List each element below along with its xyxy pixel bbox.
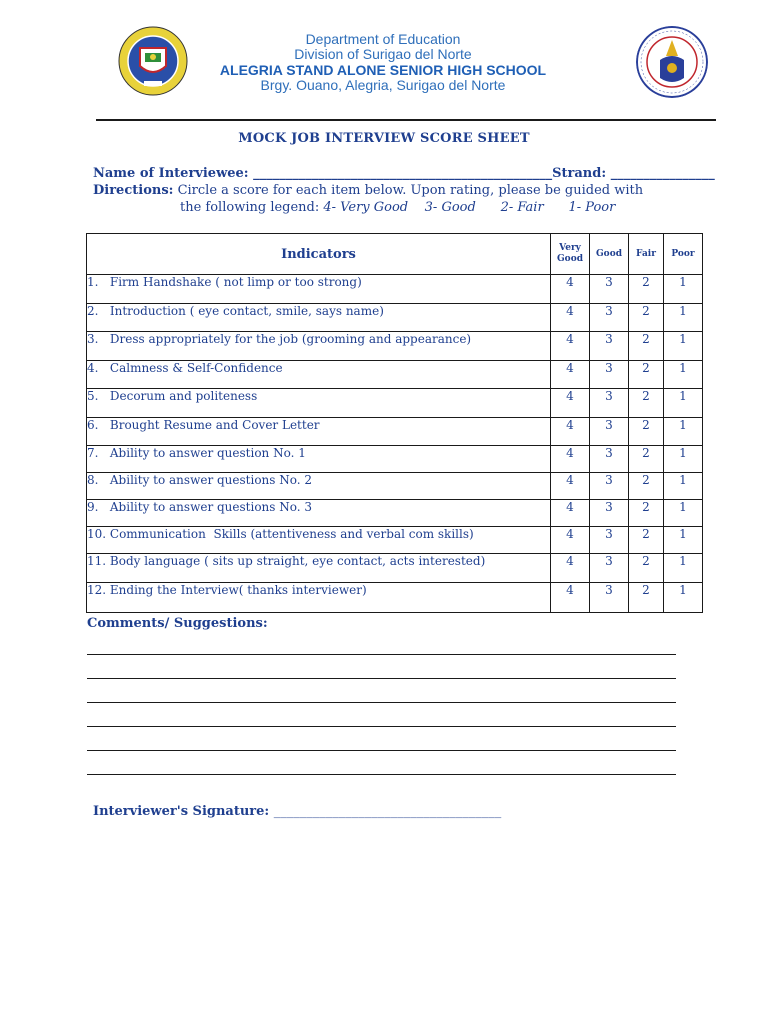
score-option[interactable]: 1 xyxy=(664,361,703,389)
score-option[interactable]: 1 xyxy=(664,446,703,473)
score-option[interactable]: 1 xyxy=(664,389,703,418)
table-row xyxy=(87,389,703,418)
directions-line xyxy=(93,183,643,198)
score-option[interactable]: 2 xyxy=(629,473,664,500)
score-option[interactable]: 1 xyxy=(664,583,703,613)
score-option[interactable]: 1 xyxy=(664,332,703,361)
header-school-name: ALEGRIA STAND ALONE SENIOR HIGH SCHOOL xyxy=(219,62,547,78)
indicator-cell: 3. Dress appropriately for the job (grooming and appearance) xyxy=(87,332,551,361)
table-row xyxy=(87,332,703,361)
score-option[interactable]: 2 xyxy=(629,500,664,527)
score-option[interactable]: 2 xyxy=(629,446,664,473)
header-divider xyxy=(96,119,716,121)
signature-line xyxy=(93,804,501,819)
score-option[interactable]: 2 xyxy=(629,361,664,389)
score-option[interactable]: 4 xyxy=(551,361,590,389)
school-seal-logo xyxy=(118,26,188,96)
indicator-cell: 9. Ability to answer questions No. 3 xyxy=(87,500,551,527)
indicator-cell: 11. Body language ( sits up straight, eye contact, acts interested) xyxy=(87,554,551,583)
score-option[interactable]: 3 xyxy=(590,418,629,446)
comment-line[interactable] xyxy=(87,774,676,775)
score-option[interactable]: 1 xyxy=(664,418,703,446)
score-option[interactable]: 3 xyxy=(590,500,629,527)
score-option[interactable]: 1 xyxy=(664,473,703,500)
comment-line[interactable] xyxy=(87,750,676,751)
score-option[interactable]: 2 xyxy=(629,304,664,332)
indicator-cell: 8. Ability to answer questions No. 2 xyxy=(87,473,551,500)
table-header-row xyxy=(87,234,703,275)
comment-line[interactable] xyxy=(87,678,676,679)
header-address: Brgy. Ouano, Alegria, Surigao del Norte xyxy=(260,77,506,93)
score-option[interactable]: 1 xyxy=(664,527,703,554)
page-title: MOCK JOB INTERVIEW SCORE SHEET xyxy=(238,131,530,146)
comment-line[interactable] xyxy=(87,726,676,727)
score-option[interactable]: 3 xyxy=(590,583,629,613)
score-option[interactable]: 3 xyxy=(590,527,629,554)
comment-line[interactable] xyxy=(87,702,676,703)
score-option[interactable]: 4 xyxy=(551,554,590,583)
score-option[interactable]: 1 xyxy=(664,304,703,332)
signature-label: Interviewer's Signature: xyxy=(93,804,274,819)
score-option[interactable]: 4 xyxy=(551,418,590,446)
indicator-cell: 12. Ending the Interview( thanks interviewer) xyxy=(87,583,551,613)
table-row xyxy=(87,361,703,389)
score-option[interactable]: 3 xyxy=(590,446,629,473)
score-option[interactable]: 1 xyxy=(664,500,703,527)
score-option[interactable]: 3 xyxy=(590,389,629,418)
table-row xyxy=(87,527,703,554)
legend-values: 4- Very Good 3- Good 2- Fair 1- Poor xyxy=(323,200,616,215)
score-option[interactable]: 3 xyxy=(590,361,629,389)
score-option[interactable]: 1 xyxy=(664,275,703,304)
score-option[interactable]: 4 xyxy=(551,500,590,527)
score-option[interactable]: 3 xyxy=(590,332,629,361)
score-option[interactable]: 3 xyxy=(590,275,629,304)
indicator-cell: 4. Calmness & Self-Confidence xyxy=(87,361,551,389)
table-row xyxy=(87,446,703,473)
score-option[interactable]: 4 xyxy=(551,389,590,418)
table-body xyxy=(87,275,703,613)
score-option[interactable]: 2 xyxy=(629,554,664,583)
score-option[interactable]: 2 xyxy=(629,418,664,446)
table-row xyxy=(87,304,703,332)
indicator-cell: 1. Firm Handshake ( not limp or too strong) xyxy=(87,275,551,304)
legend-line xyxy=(180,200,615,215)
table-row xyxy=(87,583,703,613)
indicator-cell: 10. Communication Skills (attentiveness and verbal com skills) xyxy=(87,527,551,554)
interviewee-line xyxy=(93,166,715,181)
legend-intro: the following legend: xyxy=(180,200,324,215)
strand-label: Strand: xyxy=(552,166,611,181)
comments-label: Comments/ Suggestions: xyxy=(87,616,268,631)
score-option[interactable]: 4 xyxy=(551,473,590,500)
directions-text: Circle a score for each item below. Upon rating, please be guided with xyxy=(173,183,644,198)
col-fair: Fair xyxy=(629,234,664,275)
directions-label: Directions: xyxy=(93,183,174,198)
header-department: Department of Education xyxy=(305,31,461,47)
score-option[interactable]: 1 xyxy=(664,554,703,583)
table-row xyxy=(87,500,703,527)
strand-blank[interactable]: ________________ xyxy=(610,166,715,181)
col-good: Good xyxy=(590,234,629,275)
score-option[interactable]: 2 xyxy=(629,275,664,304)
table-row xyxy=(87,275,703,304)
score-option[interactable]: 4 xyxy=(551,275,590,304)
header-division: Division of Surigao del Norte xyxy=(294,46,472,62)
indicator-cell: 6. Brought Resume and Cover Letter xyxy=(87,418,551,446)
deped-seal-logo xyxy=(636,26,708,98)
score-option[interactable]: 3 xyxy=(590,473,629,500)
indicator-cell: 5. Decorum and politeness xyxy=(87,389,551,418)
indicator-cell: 7. Ability to answer question No. 1 xyxy=(87,446,551,473)
score-option[interactable]: 2 xyxy=(629,527,664,554)
score-option[interactable]: 3 xyxy=(590,304,629,332)
col-very-good: Very Good xyxy=(551,234,590,275)
name-label: Name of Interviewee: xyxy=(93,166,254,181)
score-option[interactable]: 4 xyxy=(551,332,590,361)
indicator-cell: 2. Introduction ( eye contact, smile, says name) xyxy=(87,304,551,332)
col-poor: Poor xyxy=(664,234,703,275)
score-option[interactable]: 4 xyxy=(551,304,590,332)
score-option[interactable]: 2 xyxy=(629,332,664,361)
score-option[interactable]: 4 xyxy=(551,583,590,613)
table-row xyxy=(87,554,703,583)
signature-blank[interactable]: ___________________________________ xyxy=(273,804,502,819)
score-table xyxy=(86,233,703,613)
score-option[interactable]: 4 xyxy=(551,446,590,473)
name-blank[interactable]: ______________________________________________ xyxy=(253,166,553,181)
col-indicators: Indicators xyxy=(87,234,551,275)
table-row xyxy=(87,418,703,446)
comment-line[interactable] xyxy=(87,654,676,655)
table-row xyxy=(87,473,703,500)
score-option[interactable]: 4 xyxy=(551,527,590,554)
score-option[interactable]: 2 xyxy=(629,583,664,613)
score-option[interactable]: 3 xyxy=(590,554,629,583)
score-option[interactable]: 2 xyxy=(629,389,664,418)
